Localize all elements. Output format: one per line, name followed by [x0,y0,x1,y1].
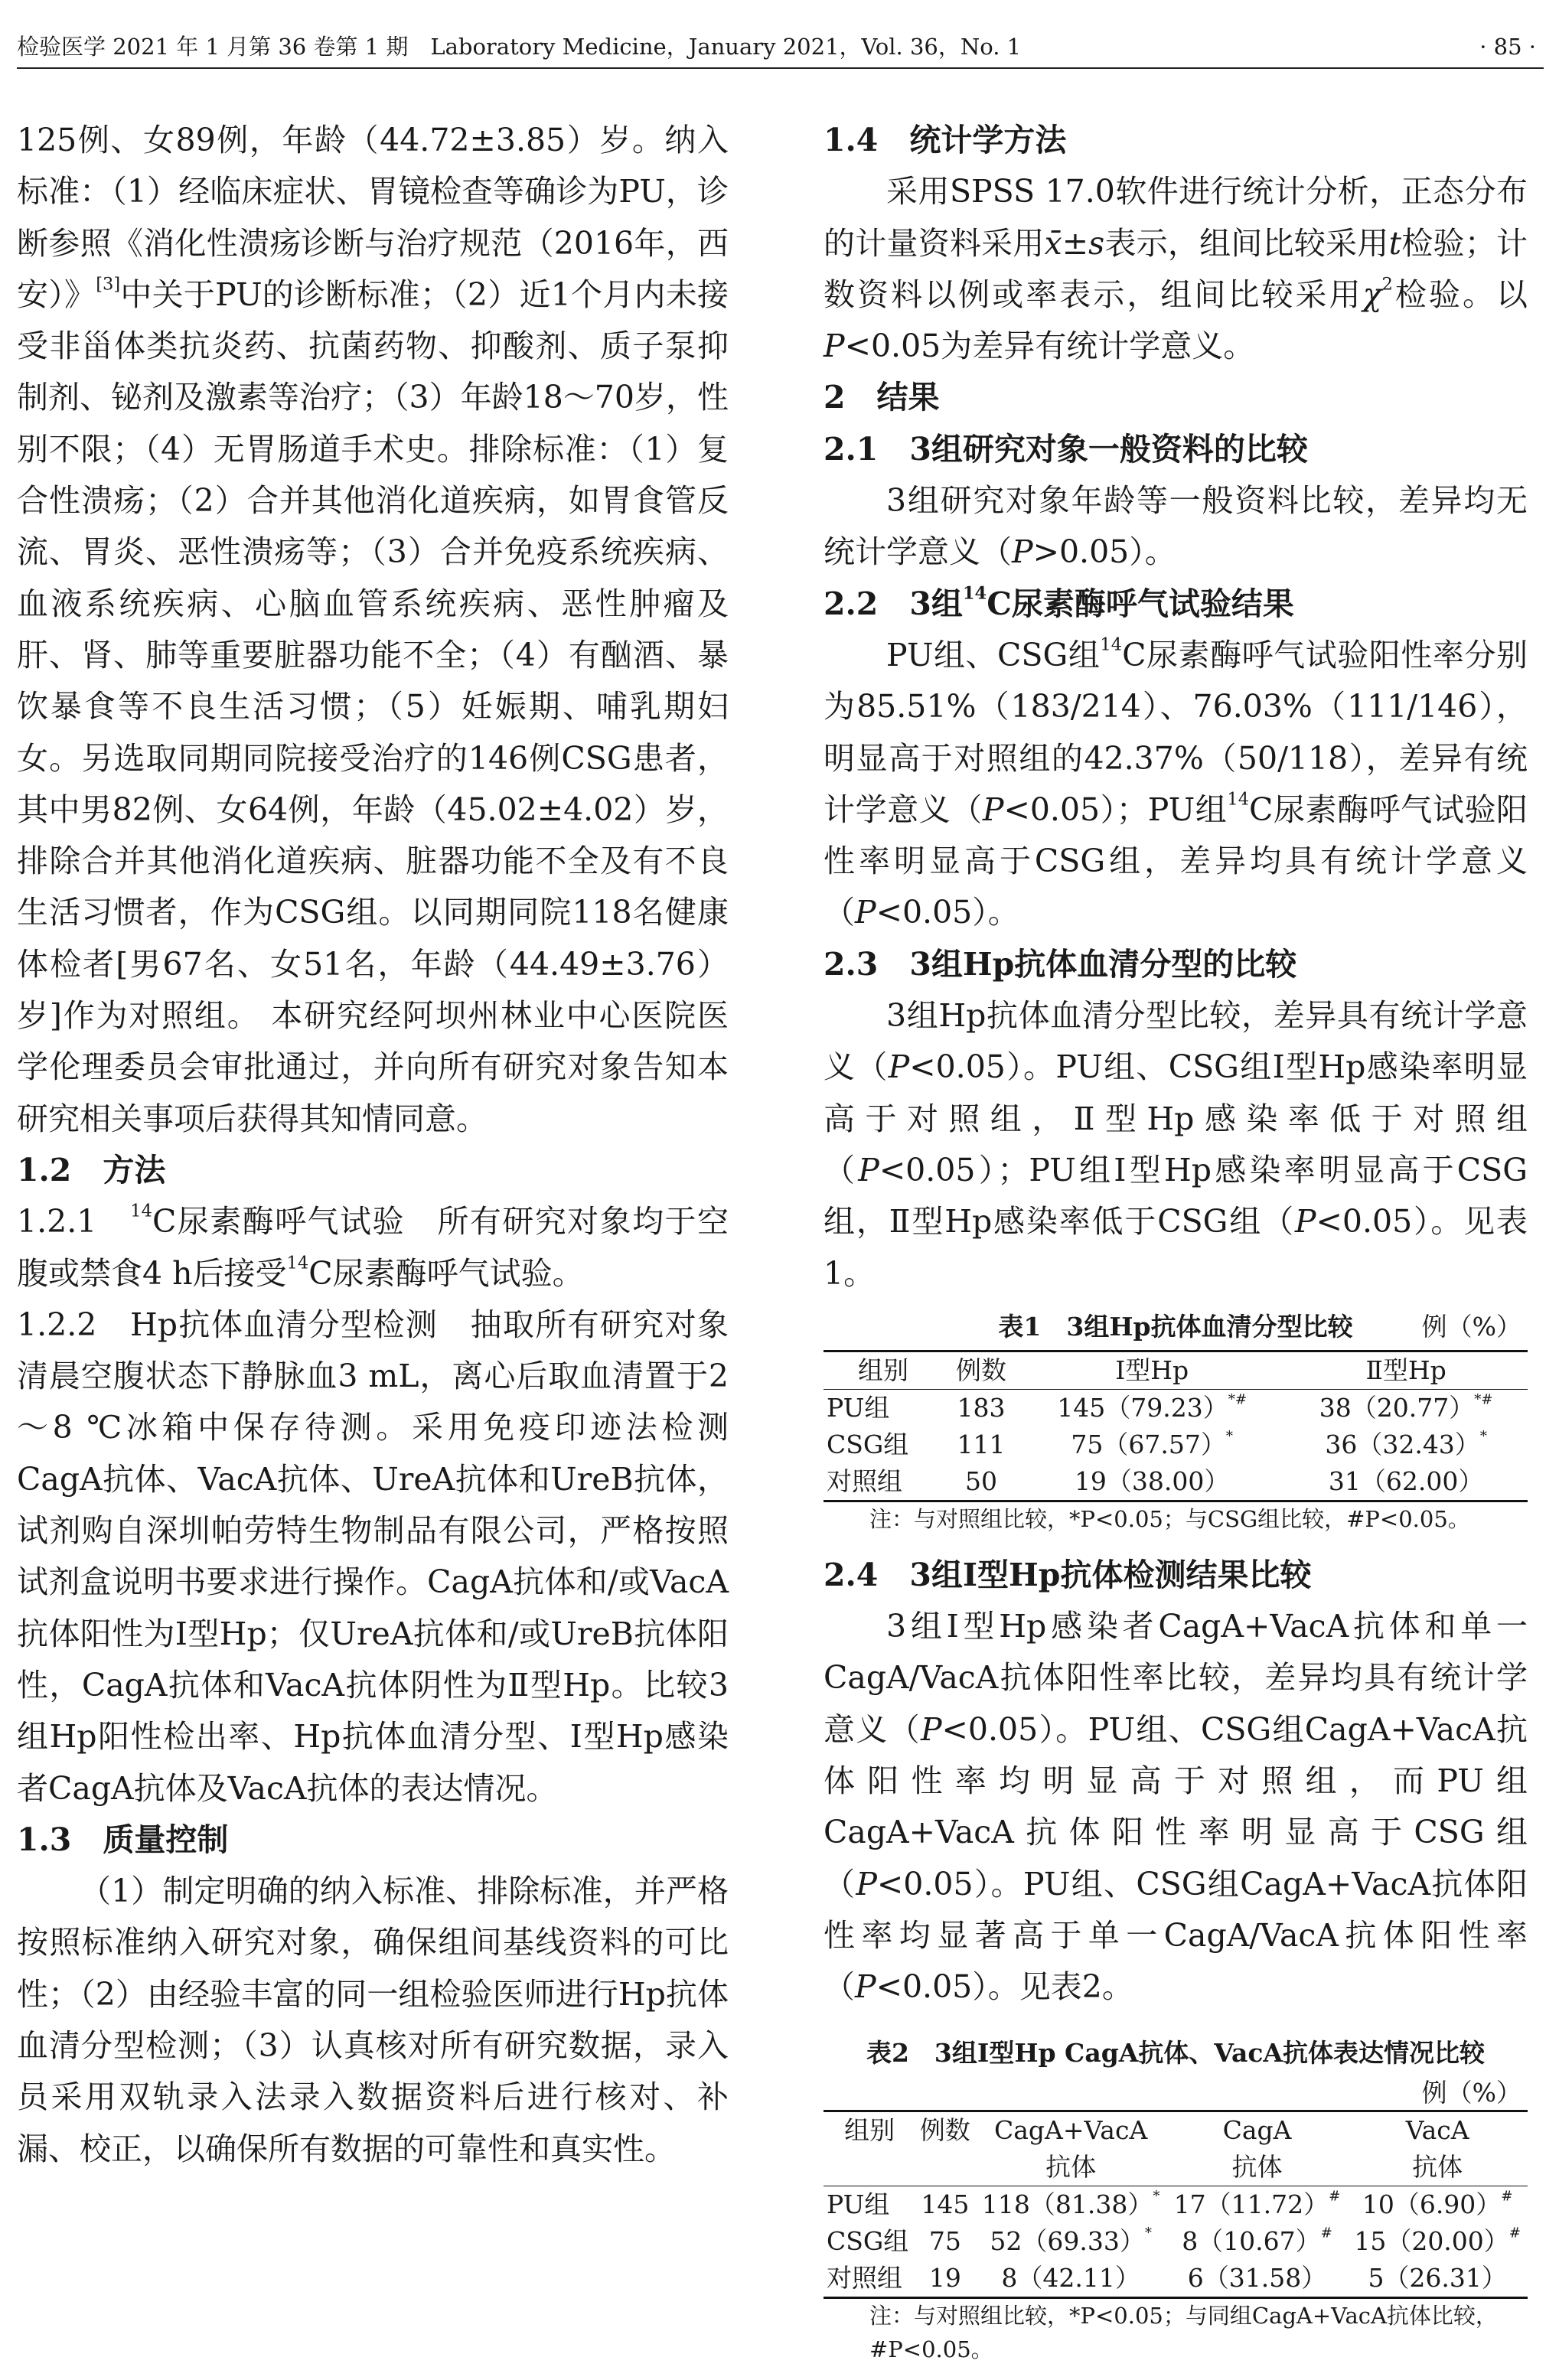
quality-control-paragraph: （1）制定明确的纳入标准、排除标准，并严格按照标准纳入研究对象，确保组间基线资料的可比性；（2）由经验丰富的同一组检验医师进行Hp抗体血清分型检测；（3）认真核对所有研究数据，录入员采用双轨录入法录入数据资料后进行核对、补漏、校正，以确保所有数据的可靠性和真实性。 [17,1873,729,2167]
section-2-4-heading: 2.4 3组Ⅰ型Hp抗体检测结果比较 [824,1556,1312,1593]
section-2-heading: 2 结果 [824,379,940,416]
left-column [17,115,729,2175]
column-header: 抗体 [1045,2151,1097,2182]
table-2-unit: 例（%） [1421,2077,1521,2108]
table-row: CSG组 111 75（67.57）* 36（32.43）* [827,1428,1487,1459]
table-1 [824,1304,1528,1536]
column-header: 组别 [857,1355,908,1385]
column-header: 例数 [919,2114,970,2145]
table-row: 对照组 50 19（38.00） 31（62.00） [824,1463,1528,1501]
section-2-2-heading: 2.2 3组$^{14}$C尿素酶呼气试验结果 [824,583,1294,622]
page-number: · 85 · [1479,34,1536,60]
section-2-3-paragraph: 3组Hp抗体血清分型比较，差异具有统计学意义（P<0.05）。PU组、CSG组Ⅰ型Hp感染率明显高于对照组，Ⅱ型Hp感染率低于对照组（P<0.05）；PU组Ⅰ型Hp感染率明显高于CSG组，Ⅱ型Hp感染率低于CSG组（P<0.05）。见表1。 [824,997,1528,1292]
section-1-2-heading: 1.2 方法 [17,1151,166,1188]
table-1-grid [824,1350,1528,1502]
column-header: 抗体 [1231,2151,1283,2182]
section-2-4-paragraph: 3组Ⅰ型Hp感染者CagA+VacA抗体和单一CagA/VacA抗体阳性率比较，差异均具有统计学意义（P<0.05）。PU组、CSG组CagA+VacA抗体阳性率均明显高于对照组，而PU组CagA+VacA抗体阳性率明显高于CSG组（P<0.05）。PU组、CSG组CagA+VacA抗体阳性率均显著高于单一CagA/VacA抗体阳性率（P<0.05）。见表2。 [824,1608,1528,2006]
column-header: CagA+VacA [993,2114,1148,2145]
column-header: Ⅱ型Hp [1365,1355,1446,1385]
table-2-title: 表2 3组Ⅰ型Hp CagA抗体、VacA抗体表达情况比较 [866,2037,1486,2068]
journal-citation: 检验医学 2021 年 1 月第 36 卷第 1 期 Laboratory Medicine，January 2021，Vol. 36，No. 1 [17,34,1022,60]
column-header: 例数 [956,1355,1007,1385]
column-header: Ⅰ型Hp [1115,1355,1189,1385]
table-2 [824,2030,1528,2366]
table-row: PU组 183 145（79.23）*# 38（20.77）*# [827,1391,1493,1423]
table-2-note: 注：与对照组比较，*P<0.05；与同组CagA+VacA抗体比较，#P<0.05。 [869,2302,1498,2362]
running-header [17,29,1544,70]
column-header: 组别 [844,2114,895,2145]
section-1-2-2: 1.2.2 Hp抗体血清分型检测 抽取所有研究对象清晨空腹状态下静脉血3 mL，离心后取血清置于2～8 ℃冰箱中保存待测。采用免疫印迹法检测CagA抗体、VacA抗体、UreA抗体和UreB抗体，试剂购自深圳帕劳特生物制品有限公司，严格按照试剂盒说明书要求进行操作。CagA抗体和/或VacA抗体阳性为Ⅰ型Hp；仅UreA抗体和/或UreB抗体阳性，CagA抗体和VacA抗体阴性为Ⅱ型Hp。比较3组Hp阳性检出率、Hp抗体血清分型、Ⅰ型Hp感染者CagA抗体及VacA抗体的表达情况。 [17,1306,729,1807]
table-1-unit: 例（%） [1421,1311,1521,1342]
section-2-1-heading: 2.1 3组研究对象一般资料的比较 [824,430,1308,468]
section-2-3-heading: 2.3 3组Hp抗体血清分型的比较 [824,945,1297,983]
column-header: 抗体 [1412,2151,1463,2182]
section-2-2-paragraph: PU组、CSG组$^{14}$C尿素酶呼气试验阳性率分别为85.51%（183/214）、76.03%（111/146），明显高于对照组的42.37%（50/118），差异有统计学意义（P<0.05）；PU组$^{14}$C尿素酶呼气试验阳性率明显高于CSG组，差异均具有统计学意义（P<0.05）。 [824,634,1528,931]
column-header: CagA [1222,2114,1292,2145]
table-header-row [824,2111,1528,2149]
statistics-paragraph: 采用SPSS 17.0软件进行统计分析，正态分布的计量资料采用x̄±s表示，组间比较采用t检验；计数资料以例或率表示，组间比较采用$\chi^2$检验。以P<0.05为差异有统计学意义。 [824,173,1528,365]
inclusion-criteria-paragraph: 125例、女89例，年龄（44.72±3.85）岁。纳入标准：（1）经临床症状、胃镜检查等确诊为PU，诊断参照《消化性溃疡诊断与治疗规范（2016年，西安）》[3]中关于PU的诊断标准；（2）近1个月内未接受非甾体类抗炎药、抗菌药物、抑酸剂、质子泵抑制剂、铋剂及激素等治疗；（3）年龄18～70岁，性别不限；（4）无胃肠道手术史。排除标准：（1）复合性溃疡；（2）合并其他消化道疾病，如胃食管反流、胃炎、恶性溃疡等；（3）合并免疫系统疾病、血液系统疾病、心脑血管系统疾病、恶性肿瘤及肝、肾、肺等重要脏器功能不全；（4）有酗酒、暴饮暴食等不良生活习惯；（5）妊娠期、哺乳期妇女。另选取同期同院接受治疗的146例CSG患者，其中男82例、女64例，年龄（45.02±4.02）岁，排除合并其他消化道疾病、脏器功能不全及有不良生活习惯者，作为CSG组。以同期同院118名健康体检者[男67名、女51名，年龄（44.49±3.76）岁]作为对照组。 本研究经阿坝州林业中心医院医学伦理委员会审批通过，并向所有研究对象告知本研究相关事项后获得其知情同意。 [17,122,729,1137]
column-header: VacA [1405,2114,1469,2145]
section-2-1-paragraph: 3组研究对象年龄等一般资料比较，差异均无统计学意义（P>0.05）。 [824,482,1528,571]
section-1-2-1: 1.2.1 $^{14}$C尿素酶呼气试验 所有研究对象均于空腹或禁食4 h后接受$^{14}$C尿素酶呼气试验。 [17,1201,729,1292]
header-rule [17,67,1544,69]
table-1-title: 表1 3组Hp抗体血清分型比较 例（%） [824,1304,1528,1350]
table-row: 对照组 19 8（42.11） 6（31.58） 5（26.31） [824,2260,1528,2298]
section-1-3-heading: 1.3 质量控制 [17,1821,229,1858]
table-1-note: 注：与对照组比较，*P<0.05；与CSG组比较，#P<0.05。 [869,1505,1470,1532]
table-row: PU组 145 118（81.38）* 17（11.72）# 10（6.90）# [827,2188,1513,2219]
table-row: CSG组 75 52（69.33）* 8（10.67）# 15（20.00）# [827,2225,1521,2256]
table-header-row-2 [824,2149,1528,2186]
right-column [824,115,1528,2380]
table-2-grid [824,2110,1528,2299]
section-1-4-heading: 1.4 统计学方法 [824,122,1067,158]
table-header-row [824,1351,1528,1389]
citation-ref: [3] [96,274,121,295]
